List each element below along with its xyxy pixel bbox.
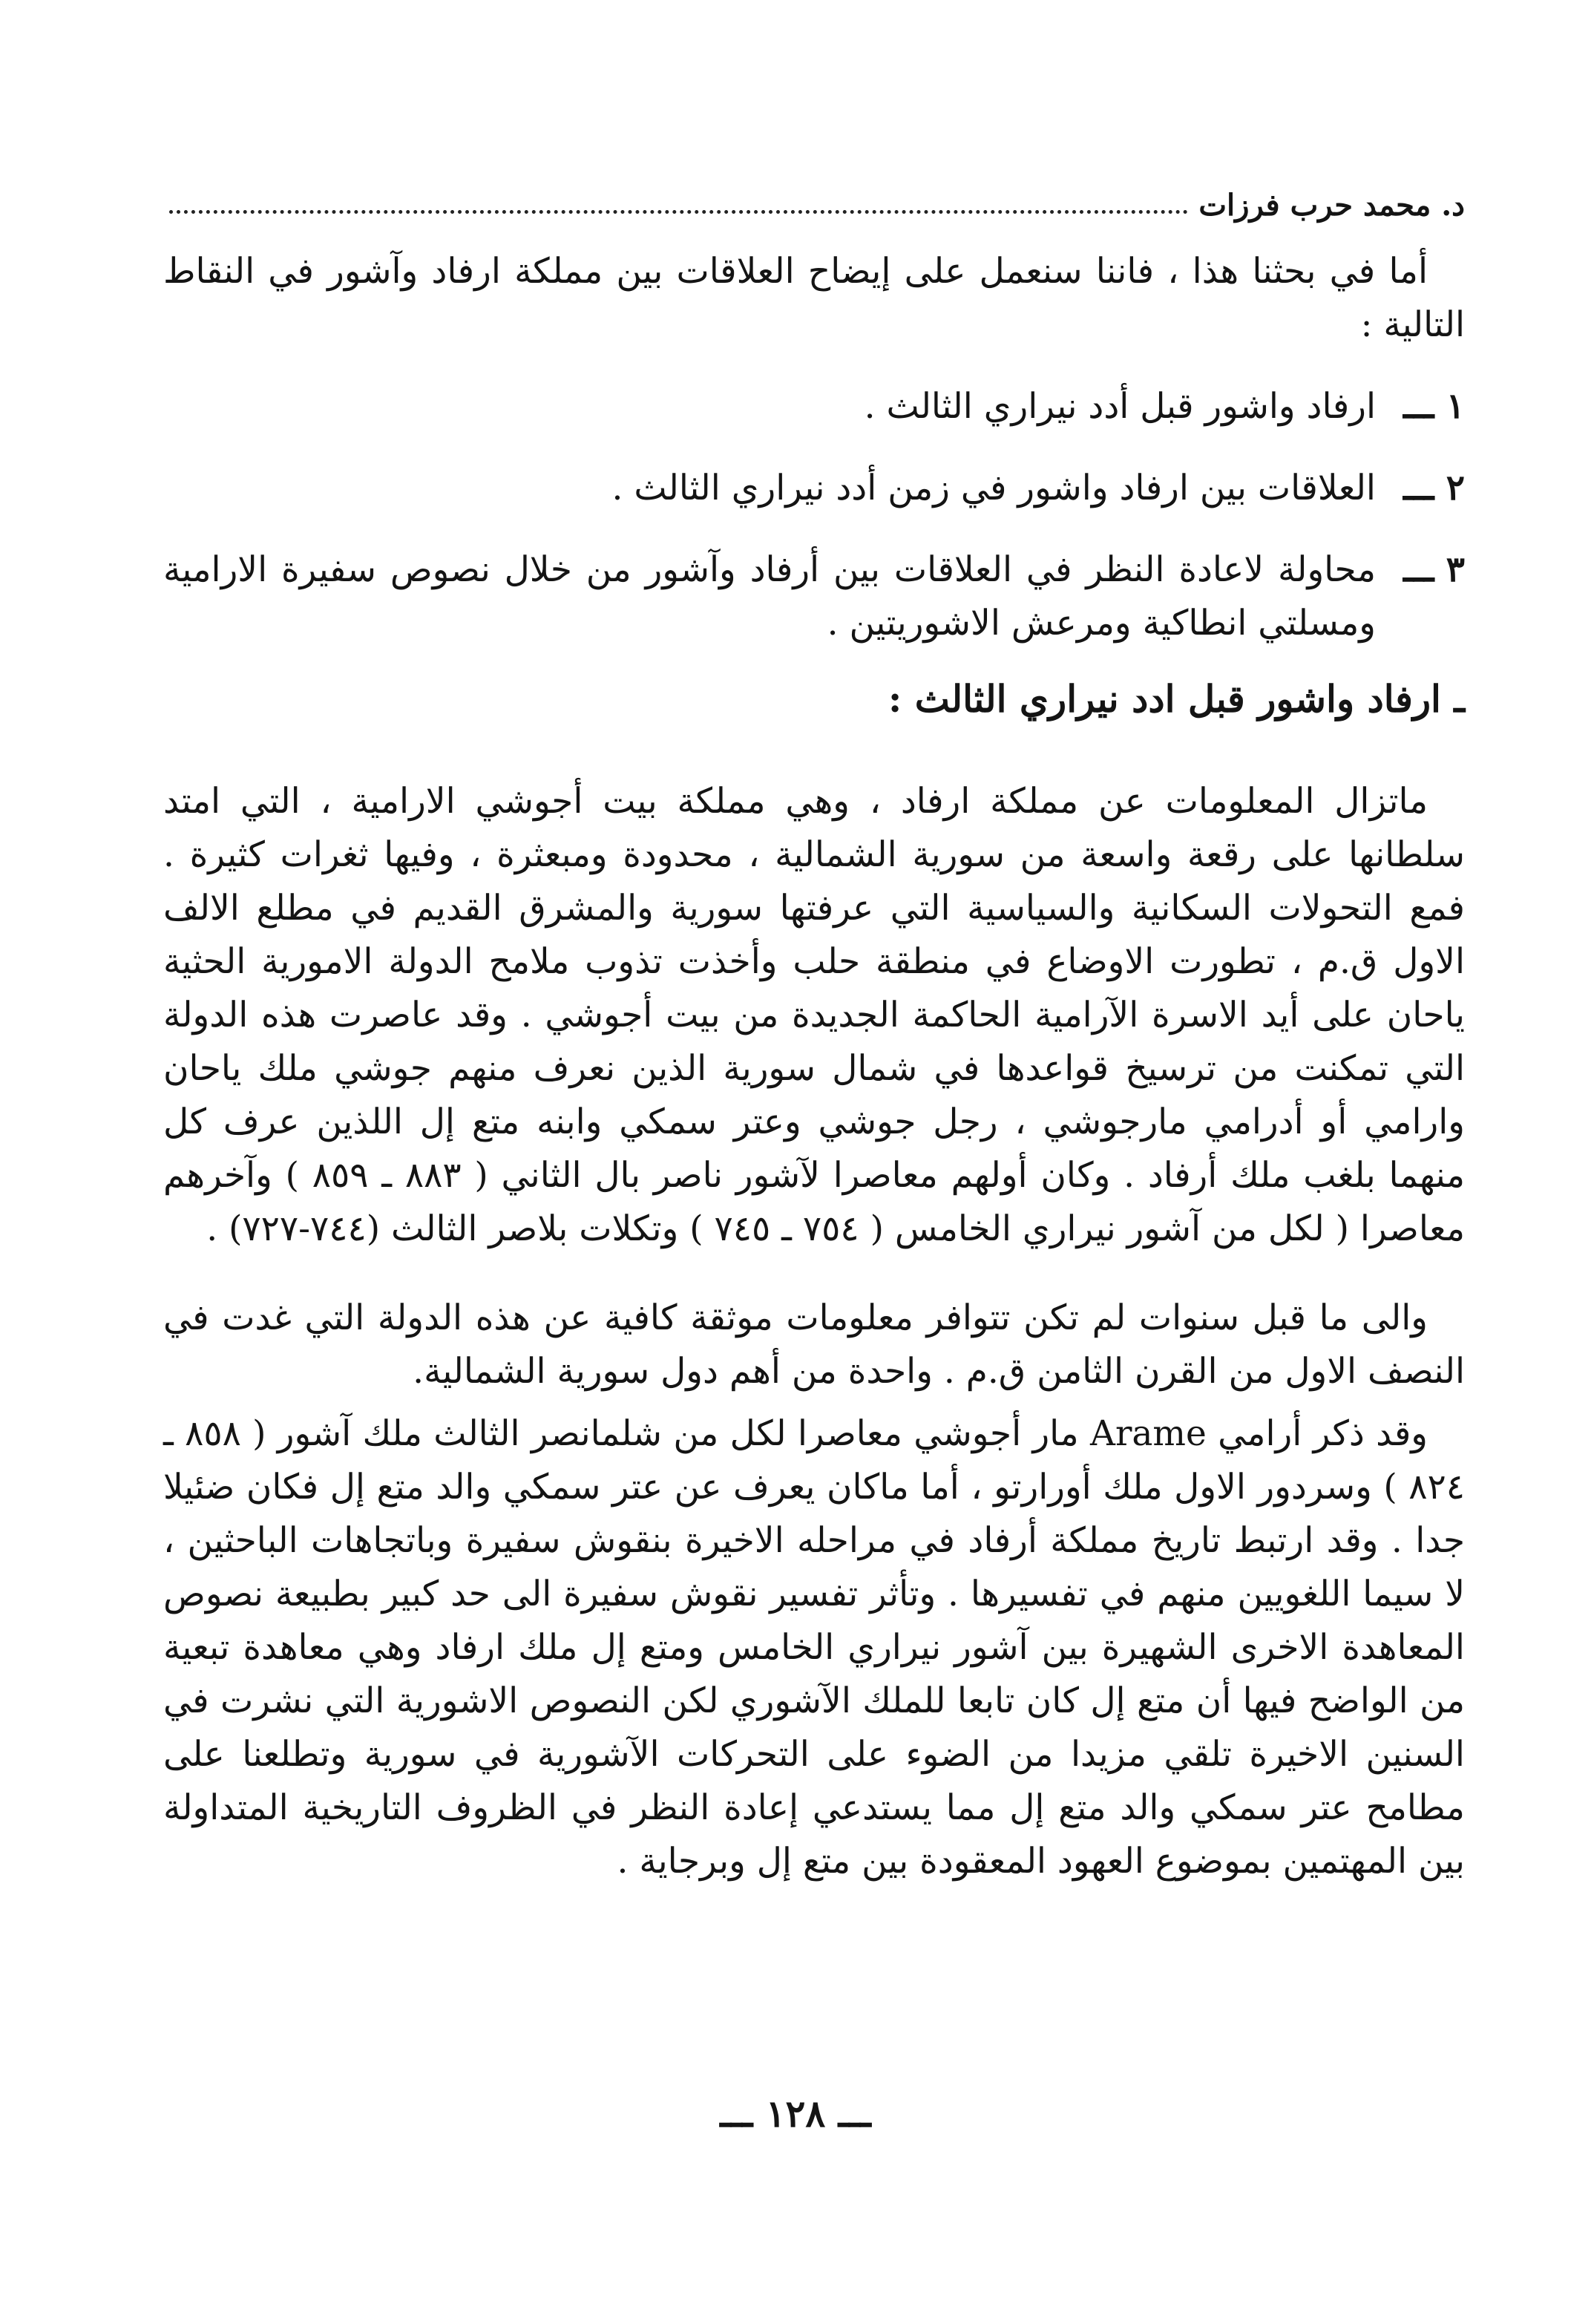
list-item-text: العلاقات بين ارفاد واشور في زمن أدد نيراري الثالث .: [611, 468, 1376, 508]
list-item-text: محاولة لاعادة النظر في العلاقات بين أرفاد وآشور من خلال نصوص سفيرة الارامية ومسلتي انطاكية ومرعش الاشوريتين .: [163, 549, 1376, 644]
page-number: ـــ ١٢٨ ـــ: [720, 2092, 871, 2135]
section-heading: ـ ارفاد واشور قبل ادد نيراري الثالث :: [888, 677, 1465, 721]
list-item-number: ٢ ـــ: [1403, 468, 1465, 508]
body-paragraph: وقد ذكر أرامي Arame مار أجوشي معاصرا لكل من شلمانصر الثالث ملك آشور ( ٨٥٨ ـ ٨٢٤ ) وسردور الاول ملك أورارتو ، أما ماكان يعرف عن عتر سمكي والد متع إل فكان ضئيلا جدا . وقد ارتبط تاريخ مملكة أرفاد في مراحله الاخيرة بنقوش سفيرة وباتجاهات الباحثين ، لا سيما اللغويين منهم في تفسيرها . وتأثر تفسير نقوش سفيرة الى حد كبير بطبيعة نصوص المعاهدة الاخرى الشهيرة بين آشور نيراري الخامس ومتع إل ملك ارفاد وهي معاهدة تبعية من الواضح فيها أن متع إل كان تابعا للملك الآشوري لكن النصوص الاشورية التي نشرت في السنين الاخيرة تلقي مزيدا من الضوء على التحركات الآشورية في سورية وتطلعنا على مطامح عتر سمكي والد متع إل مما يستدعي إعادة النظر في الظروف التاريخية المتداولة بين المهتمين بموضوع العهود المعقودة بين متع إل وبرجاية .: [163, 1413, 1465, 1882]
page-body: [163, 245, 1465, 1888]
list-item-text: ارفاد واشور قبل أدد نيراري الثالث .: [864, 386, 1376, 427]
header-dotted-rule: [169, 210, 1188, 214]
list-item-number: ٣ ـــ: [1403, 549, 1465, 590]
author-name: د. محمد حرب فرزات: [1198, 188, 1465, 223]
points-list: [163, 380, 1465, 650]
list-item: [163, 462, 1465, 515]
running-header: [169, 178, 1465, 223]
body-paragraph: والى ما قبل سنوات لم تكن تتوافر معلومات موثقة كافية عن هذه الدولة التي غدت في النصف الاول من القرن الثامن ق.م . واحدة من أهم دول سورية الشمالية.: [163, 1297, 1465, 1392]
intro-paragraph: أما في بحثنا هذا ، فاننا سنعمل على إيضاح العلاقات بين مملكة ارفاد وآشور في النقاط التالية :: [163, 251, 1465, 345]
body-paragraph: ماتزال المعلومات عن مملكة ارفاد ، وهي مملكة بيت أجوشي الارامية ، التي امتد سلطانها على رقعة واسعة من سورية الشمالية ، محدودة ومبعثرة ، وفيها ثغرات كثيرة . فمع التحولات السكانية والسياسية التي عرفتها سورية والمشرق القديم في مطلع الالف الاول ق.م ، تطورت الاوضاع في منطقة حلب وأخذت تذوب ملامح الدولة الامورية الحثية ياحان على أيد الاسرة الآرامية الحاكمة الجديدة من بيت أجوشي . وقد عاصرت هذه الدولة التي تمكنت من ترسيخ قواعدها في شمال سورية الذين نعرف منهم جوشي ملك ياحان وارامي أو أدرامي مارجوشي ، رجل جوشي وعتر سمكي وابنه متع إل اللذين عرف كل منهما بلغب ملك أرفاد . وكان أولهم معاصرا لآشور ناصر بال الثاني ( ٨٨٣ ـ ٨٥٩ ) وآخرهم معاصرا ( لكل من آشور نيراري الخامس ( ٧٥٤ ـ ٧٤٥ ) وتكلات بلاصر الثالث (٧٤٤-٧٢٧) .: [163, 781, 1465, 1249]
list-item: [163, 380, 1465, 433]
list-item-number: ١ ـــ: [1403, 386, 1465, 427]
list-item: [163, 543, 1465, 650]
